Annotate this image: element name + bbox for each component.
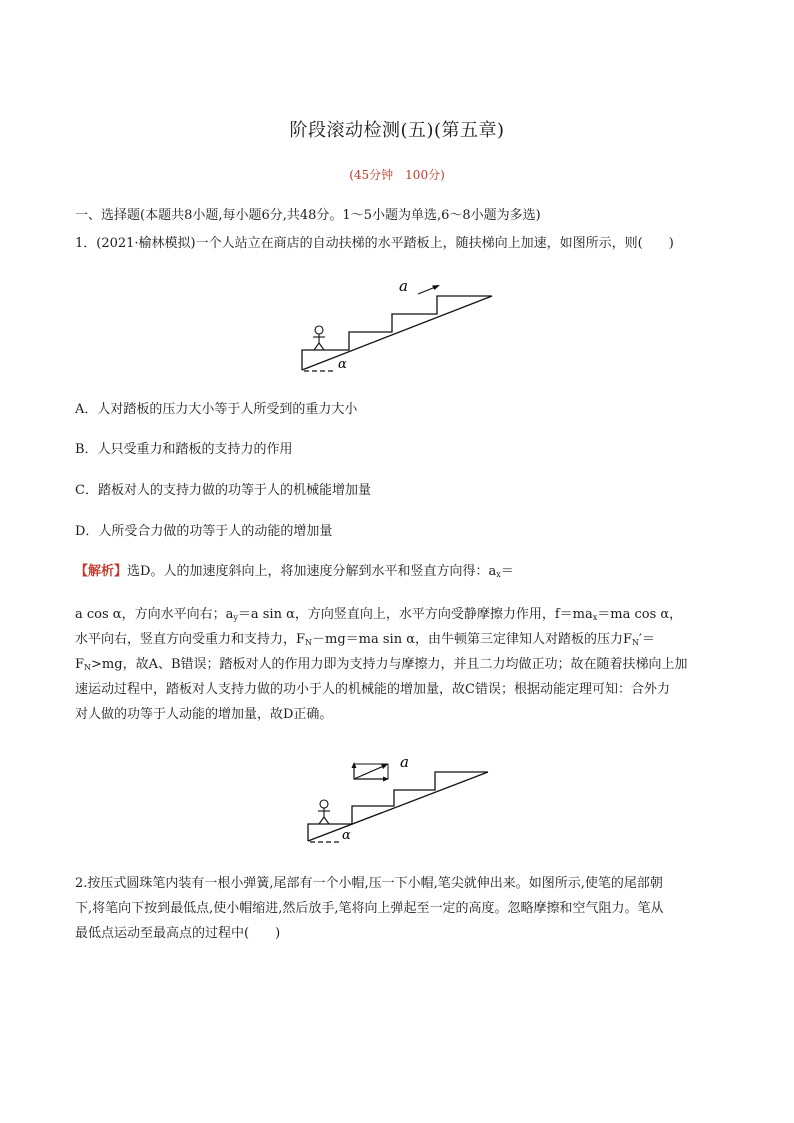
analysis-line-2: a cos α，方向水平向右；$a_y=a$ sin α，方向竖直向上，水平方向受静摩擦力作用，$f=ma_x=ma$ cos α， [75,607,683,622]
escalator-decomposition-figure [302,748,498,848]
analysis-line-4: $F_N>mg$，故A、B错误；踏板对人的作用力即为支持力与摩擦力，并且二力均做正功；故在随着扶梯向上加 [75,657,688,672]
option-d: D．人所受合力做的功等于人的动能的增加量 [75,524,333,539]
analysis-line-5: 速运动过程中，踏板对人支持力做的功小于人的机械能的增加量，故C错误；根据动能定理可知：合外力 [75,682,670,697]
section-heading: 一、选择题(本题共8小题,每小题6分,共48分。1～5小题为单选,6～8小题为多选) [75,208,541,223]
page-subtitle: (45分钟 100分) [349,168,445,182]
option-b: B．人只受重力和踏板的支持力的作用 [75,442,293,457]
acceleration-label: a [399,277,408,295]
escalator-figure [296,270,500,378]
angle-label-2: α [342,828,351,843]
analysis-line-6: 对人做的功等于人动能的增加量，故D正确。 [75,707,333,722]
option-a: A．人对踏板的压力大小等于人所受到的重力大小 [75,402,358,417]
page-title: 阶段滚动检测(五)(第五章) [289,120,505,141]
analysis-line-3: 水平向右，竖直方向受重力和支持力，$F_N-mg=ma$ sin α，由牛顿第三定律知人对踏板的压力$F_N'=$ [75,632,655,647]
analysis-tag: 【解析】 [75,564,128,579]
question-2-line-3: 最低点运动至最高点的过程中( ) [75,926,281,941]
analysis-line-1: 【解析】选D。人的加速度斜向上，将加速度分解到水平和竖直方向得：$a_x=$ [75,564,514,579]
question-2-line-1: 2.按压式圆珠笔内装有一根小弹簧,尾部有一个小帽,压一下小帽,笔尖就伸出来。如图所示,使笔的尾部朝 [75,876,663,891]
question-1-stem: 1．(2021·榆林模拟)一个人站立在商店的自动扶梯的水平踏板上，随扶梯向上加速，如图所示，则( ) [75,236,674,251]
angle-label: α [338,357,347,372]
acceleration-label-2: a [400,753,409,771]
question-2-line-2: 下,将笔向下按到最低点,使小帽缩进,然后放手,笔将向上弹起至一定的高度。忽略摩擦和空气阻力。笔从 [75,901,664,916]
option-c: C．踏板对人的支持力做的功等于人的机械能增加量 [75,483,371,498]
